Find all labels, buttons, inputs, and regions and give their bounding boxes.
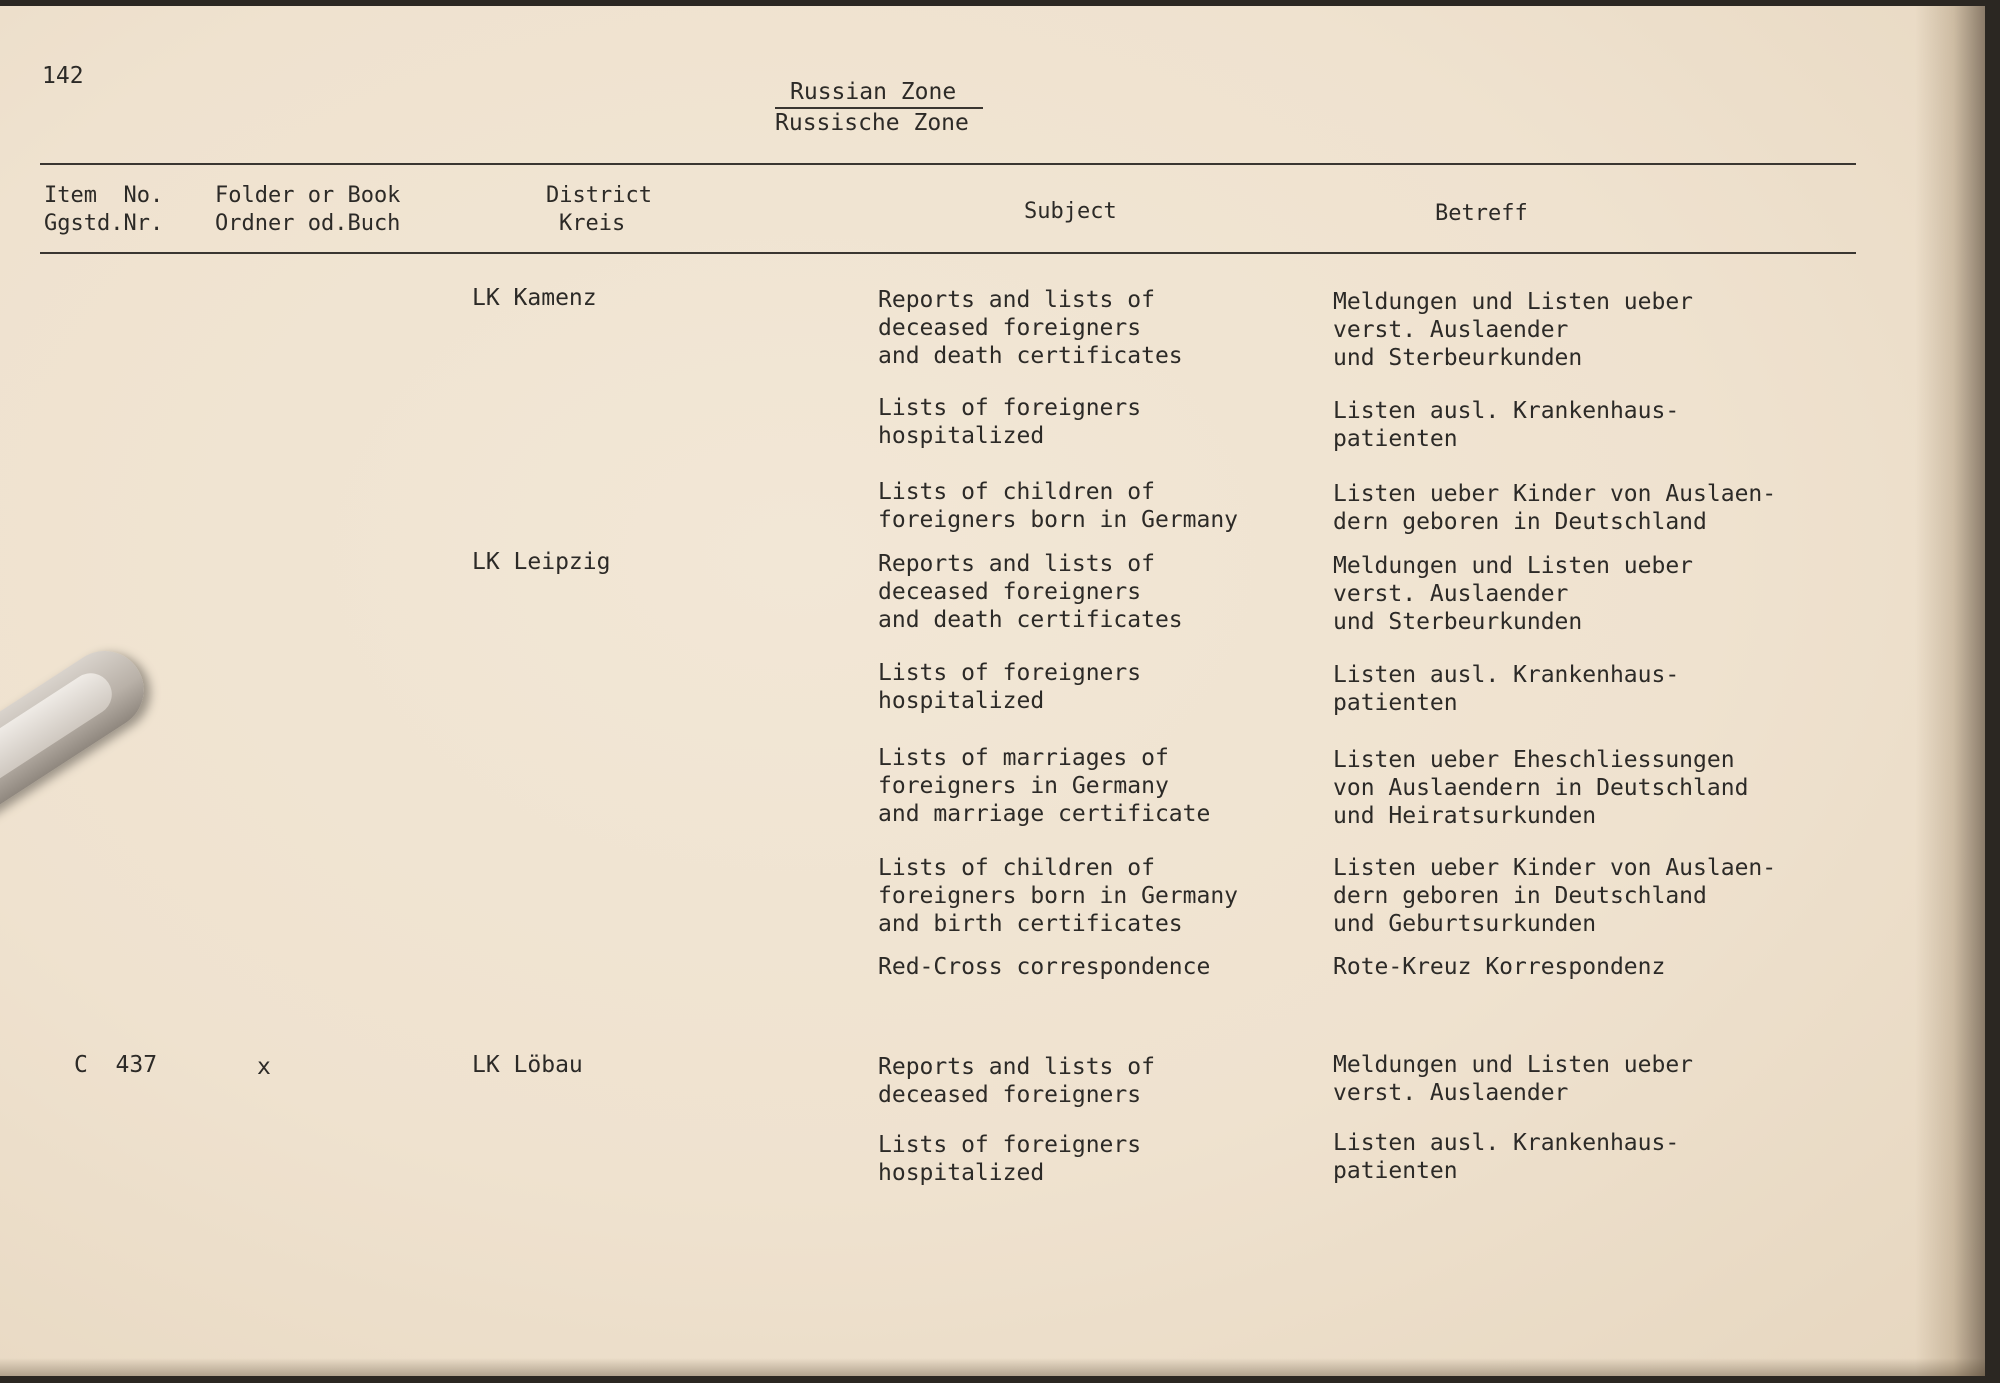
district-name: LK Leipzig [472, 549, 611, 575]
subject-text: Lists of foreigners hospitalized [878, 1132, 1142, 1186]
subject-text: Reports and lists of deceased foreigners and death certificates [878, 287, 1183, 369]
page-number: 142 [42, 63, 84, 89]
subject-text: Lists of children of foreigners born in Germany and birth certificates [878, 855, 1239, 937]
item-number: C 437 [74, 1052, 158, 1078]
subject-text: Reports and lists of deceased foreigners [878, 1054, 1155, 1108]
subject-text: Lists of marriages of foreigners in Germany and marriage certificate [878, 745, 1211, 827]
col-district-de: Kreis [559, 211, 626, 236]
col-folder-de: Ordner od.Buch [215, 211, 401, 236]
book-spine-shadow [1915, 6, 1985, 1376]
betreff-text: Listen ausl. Krankenhaus- patienten [1333, 1130, 1680, 1184]
page-title-en: Russian Zone [790, 79, 957, 105]
district-name: LK Kamenz [472, 285, 597, 311]
betreff-text: Meldungen und Listen ueber verst. Auslaender und Sterbeurkunden [1333, 289, 1694, 371]
betreff-text: Listen ueber Kinder von Auslaen- dern geboren in Deutschland und Geburtsurkunden [1333, 855, 1777, 937]
page-title-de: Russische Zone [775, 110, 969, 136]
document-page [0, 6, 1985, 1376]
header-top-rule [40, 163, 1856, 165]
betreff-text: Listen ueber Eheschliessungen von Auslaendern in Deutschland und Heiratsurkunden [1333, 747, 1749, 829]
betreff-text: Listen ausl. Krankenhaus- patienten [1333, 398, 1680, 452]
betreff-text: Rote-Kreuz Korrespondenz [1333, 954, 1666, 980]
subject-text: Reports and lists of deceased foreigners and death certificates [878, 551, 1183, 633]
district-name: LK Löbau [472, 1052, 583, 1078]
subject-text: Lists of foreigners hospitalized [878, 660, 1142, 714]
betreff-text: Listen ausl. Krankenhaus- patienten [1333, 662, 1680, 716]
betreff-text: Listen ueber Kinder von Auslaen- dern geboren in Deutschland [1333, 481, 1777, 535]
betreff-text: Meldungen und Listen ueber verst. Auslaender [1333, 1052, 1694, 1106]
subject-text: Red-Cross correspondence [878, 954, 1211, 980]
col-subject: Subject [1024, 199, 1117, 224]
betreff-text: Meldungen und Listen ueber verst. Auslaender und Sterbeurkunden [1333, 553, 1694, 635]
subject-text: Lists of children of foreigners born in Germany [878, 479, 1239, 533]
header-bottom-rule [40, 252, 1856, 254]
col-district-en: District [546, 183, 652, 208]
paper-clip-icon [0, 636, 159, 854]
col-betreff: Betreff [1435, 201, 1528, 226]
folder-mark: x [257, 1054, 271, 1080]
col-folder-en: Folder or Book [215, 183, 401, 208]
subject-text: Lists of foreigners hospitalized [878, 395, 1142, 449]
col-item-de: Ggstd.Nr. [44, 211, 164, 236]
col-item-en: Item No. [44, 183, 164, 208]
page-bottom-shadow [0, 1358, 1985, 1376]
